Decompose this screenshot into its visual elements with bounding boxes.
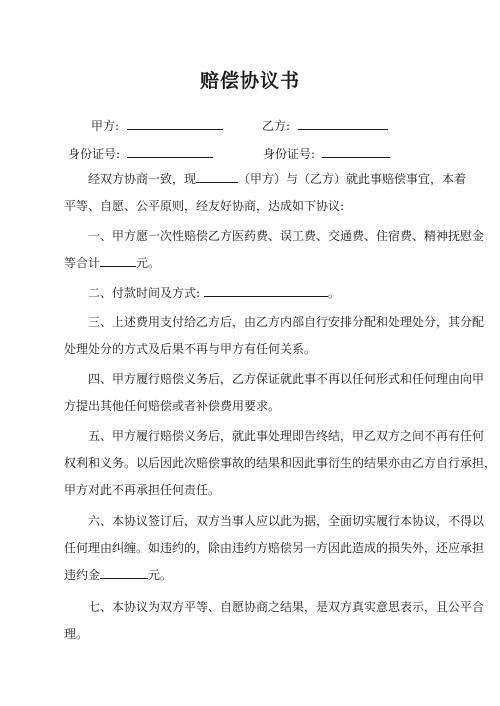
clause-1-text-1: 一、甲方愿一次性赔偿乙方医药费、误工费、交通费、住宿费、精神抚慰金 [88,229,485,243]
clause-7-text-2: 理。 [64,627,89,641]
clause-4-text-2: 方提出其他任何赔偿或者补偿费用要求。 [64,399,281,413]
party-a-label: 甲方: [91,119,120,133]
intro-paragraph [64,166,467,220]
id-a-blank[interactable] [127,144,213,158]
clause-6 [64,508,485,589]
party-a-field [91,116,223,134]
intro-text-1b: （甲方）与（乙方）就此事赔偿事宜，本着 [238,172,467,186]
party-b-blank[interactable] [298,116,388,130]
clause-4-text-1: 四、甲方履行赔偿义务后，乙方保证就此事不再以任何形式和任何理由向甲 [88,372,485,386]
party-b-field [262,116,388,134]
clause-3-text-2: 处理处分的方式及后果不再与甲方有任何关系。 [64,342,317,356]
clause-5-text-1: 五、甲方履行赔偿义务后，就此事处理即告终结，甲乙双方之间不再有任何 [88,429,485,443]
clause-1-amount-blank[interactable] [100,252,136,267]
id-a-label: 身份证号: [68,147,121,161]
intro-text-1a: 经双方协商一致，现 [88,172,197,186]
clause-5 [64,423,497,504]
clause-7-text-1: 七、本协议为双方平等、自愿协商之结果，是双方真实意思表示，且公平合 [88,600,485,614]
clause-6-text-3b: 元。 [148,568,173,582]
clause-2-payment-blank[interactable] [204,282,328,297]
clause-3 [64,309,485,363]
clause-2-text-1b: 。 [328,286,341,300]
clause-6-text-3a: 违约金 [64,568,101,582]
clause-7 [64,594,485,648]
clause-1-text-2b: 元。 [136,256,161,270]
intro-blank[interactable] [196,168,238,183]
clause-5-text-2: 权利和义务。以后因此次赔偿事故的结果和因此事衍生的结果亦由乙方自行承担， [64,456,497,470]
clause-6-text-1: 六、本协议签订后，双方当事人应以此为据，全面切实履行本协议，不得以 [88,514,485,528]
clause-2 [64,280,448,307]
clause-4 [64,366,485,420]
id-b-blank[interactable] [322,144,390,158]
clause-6-penalty-blank[interactable] [100,564,148,579]
id-a-field [68,144,213,162]
clause-6-text-2: 任何理由纠缠。如违约的，除由违约方赔偿另一方因此造成的损失外，还应承担 [64,541,485,555]
clause-5-text-3: 甲方对此不再承担任何责任。 [64,483,221,497]
clause-2-text-1a: 二、付款时间及方式: [88,286,201,300]
clause-1 [64,223,485,277]
id-b-label: 身份证号: [263,147,316,161]
clause-1-text-2a: 等合计 [64,256,101,270]
id-b-field [263,144,390,162]
document-title: 赔偿协议书 [199,70,300,92]
intro-text-2: 平等、自愿、公平原则，经友好协商，达成如下协议: [64,199,345,213]
party-a-blank[interactable] [127,116,223,130]
party-b-label: 乙方: [262,119,291,133]
clause-3-text-1: 三、上述费用支付给乙方后，由乙方内部自行安排分配和处理处分，其分配 [88,315,485,329]
